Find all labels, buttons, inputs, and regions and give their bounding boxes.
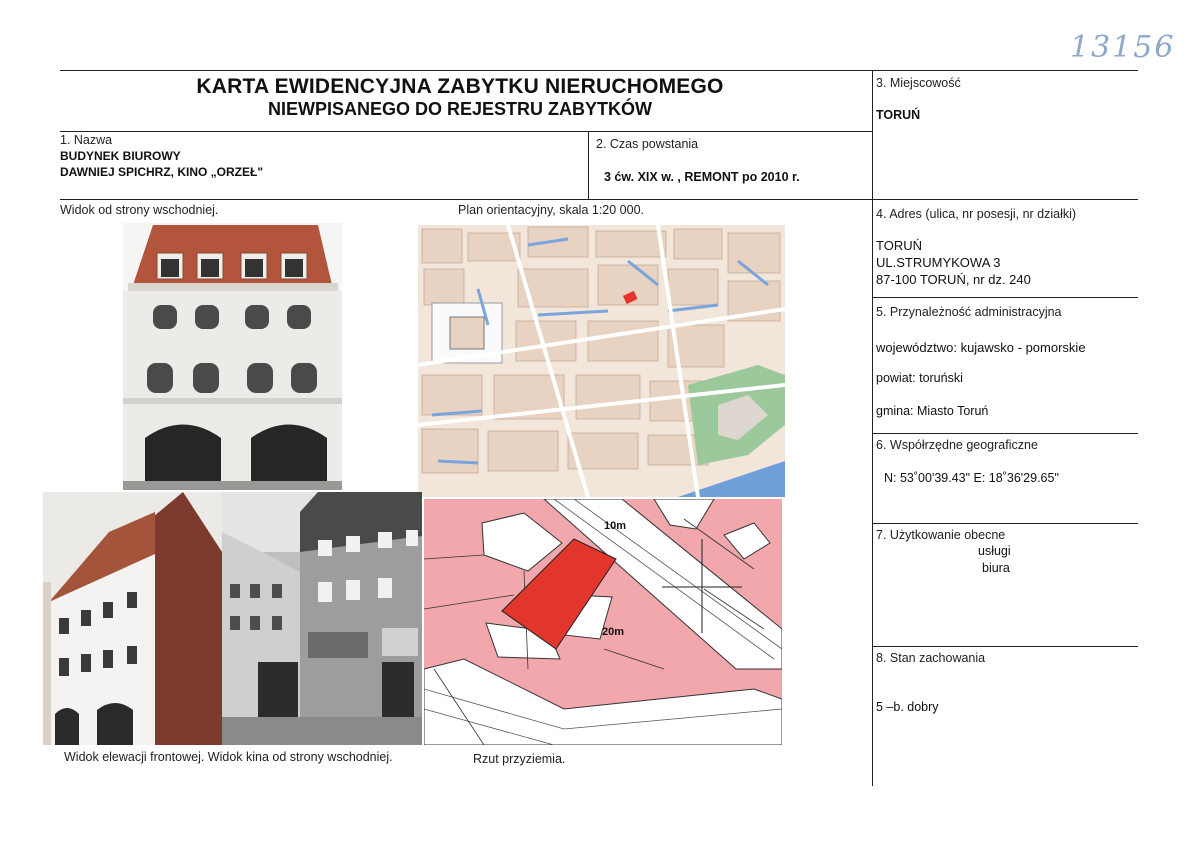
period-label: 2. Czas powstania	[596, 137, 699, 151]
orientation-map	[418, 225, 785, 497]
name-label: 1. Nazwa	[60, 133, 113, 147]
county-value: toruński	[919, 371, 963, 385]
county-row	[876, 371, 963, 385]
coords-label: 6. Współrzędne geograficzne	[876, 438, 1038, 452]
period-value: 3 ćw. XIX w. , REMONT po 2010 r.	[604, 170, 800, 184]
rule-after-use	[872, 646, 1138, 647]
commune-label: gmina:	[876, 404, 914, 418]
use-line1: usługi	[978, 544, 1011, 558]
card-title: KARTA EWIDENCYJNA ZABYTKU NIERUCHOMEGO	[196, 75, 724, 98]
rule-after-admin	[872, 433, 1138, 434]
address-label: 4. Adres (ulica, nr posesji, nr działki)	[876, 207, 1077, 221]
rule-after-coords	[872, 523, 1138, 524]
admin-label: 5. Przynależność administracyjna	[876, 305, 1062, 319]
card-subtitle: NIEWPISANEGO DO REJESTRU ZABYTKÓW	[267, 99, 653, 119]
east-facade-photo	[123, 223, 342, 490]
address-line3: 87-100 TORUŃ, nr dz. 240	[876, 272, 1031, 287]
caption-east-view: Widok od strony wschodniej.	[60, 203, 219, 217]
county-label: powiat:	[876, 371, 916, 385]
cinema-east-photo	[222, 492, 422, 745]
title-bottom-rule	[60, 131, 872, 132]
plan-label-10m: 10m	[604, 520, 627, 532]
header-bottom-rule	[60, 199, 1138, 200]
commune-value: Miasto Toruń	[917, 404, 989, 418]
voivodeship-label: województwo:	[876, 340, 957, 355]
coords-value: N: 53˚00'39.43" E: 18˚36'29.65"	[884, 471, 1059, 485]
handwritten-number: 13156	[1070, 30, 1176, 65]
use-label: 7. Użytkowanie obecne	[876, 528, 1006, 542]
caption-front-view: Widok elewacji frontowej. Widok kina od strony wschodniej.	[64, 750, 393, 764]
condition-value: 5 –b. dobry	[876, 700, 939, 714]
front-elevation-photo	[43, 492, 222, 745]
use-line2: biura	[982, 561, 1010, 575]
plan-label-20m: 20m	[602, 626, 625, 638]
caption-ground-plan: Rzut przyziemia.	[473, 752, 566, 766]
caption-plan: Plan orientacyjny, skala 1:20 000.	[458, 203, 644, 217]
place-label: 3. Miejscowość	[876, 76, 961, 90]
voivodeship-row	[876, 340, 1086, 355]
rule-after-address	[872, 297, 1138, 298]
address-line2: UL.STRUMYKOWA 3	[876, 255, 1001, 270]
voivodeship-value: kujawsko - pomorskie	[960, 340, 1086, 355]
address-line1: TORUŃ	[876, 238, 922, 253]
right-column-divider	[872, 70, 873, 786]
ground-floor-plan	[424, 499, 782, 745]
top-rule	[60, 70, 1138, 71]
commune-row	[876, 404, 988, 418]
name-value-line2: DAWNIEJ SPICHRZ, KINO „ORZEŁ"	[60, 165, 264, 179]
name-value-line1: BUDYNEK BIUROWY	[60, 149, 181, 163]
condition-label: 8. Stan zachowania	[876, 651, 986, 665]
name-period-divider	[588, 131, 589, 199]
place-value: TORUŃ	[876, 108, 921, 122]
